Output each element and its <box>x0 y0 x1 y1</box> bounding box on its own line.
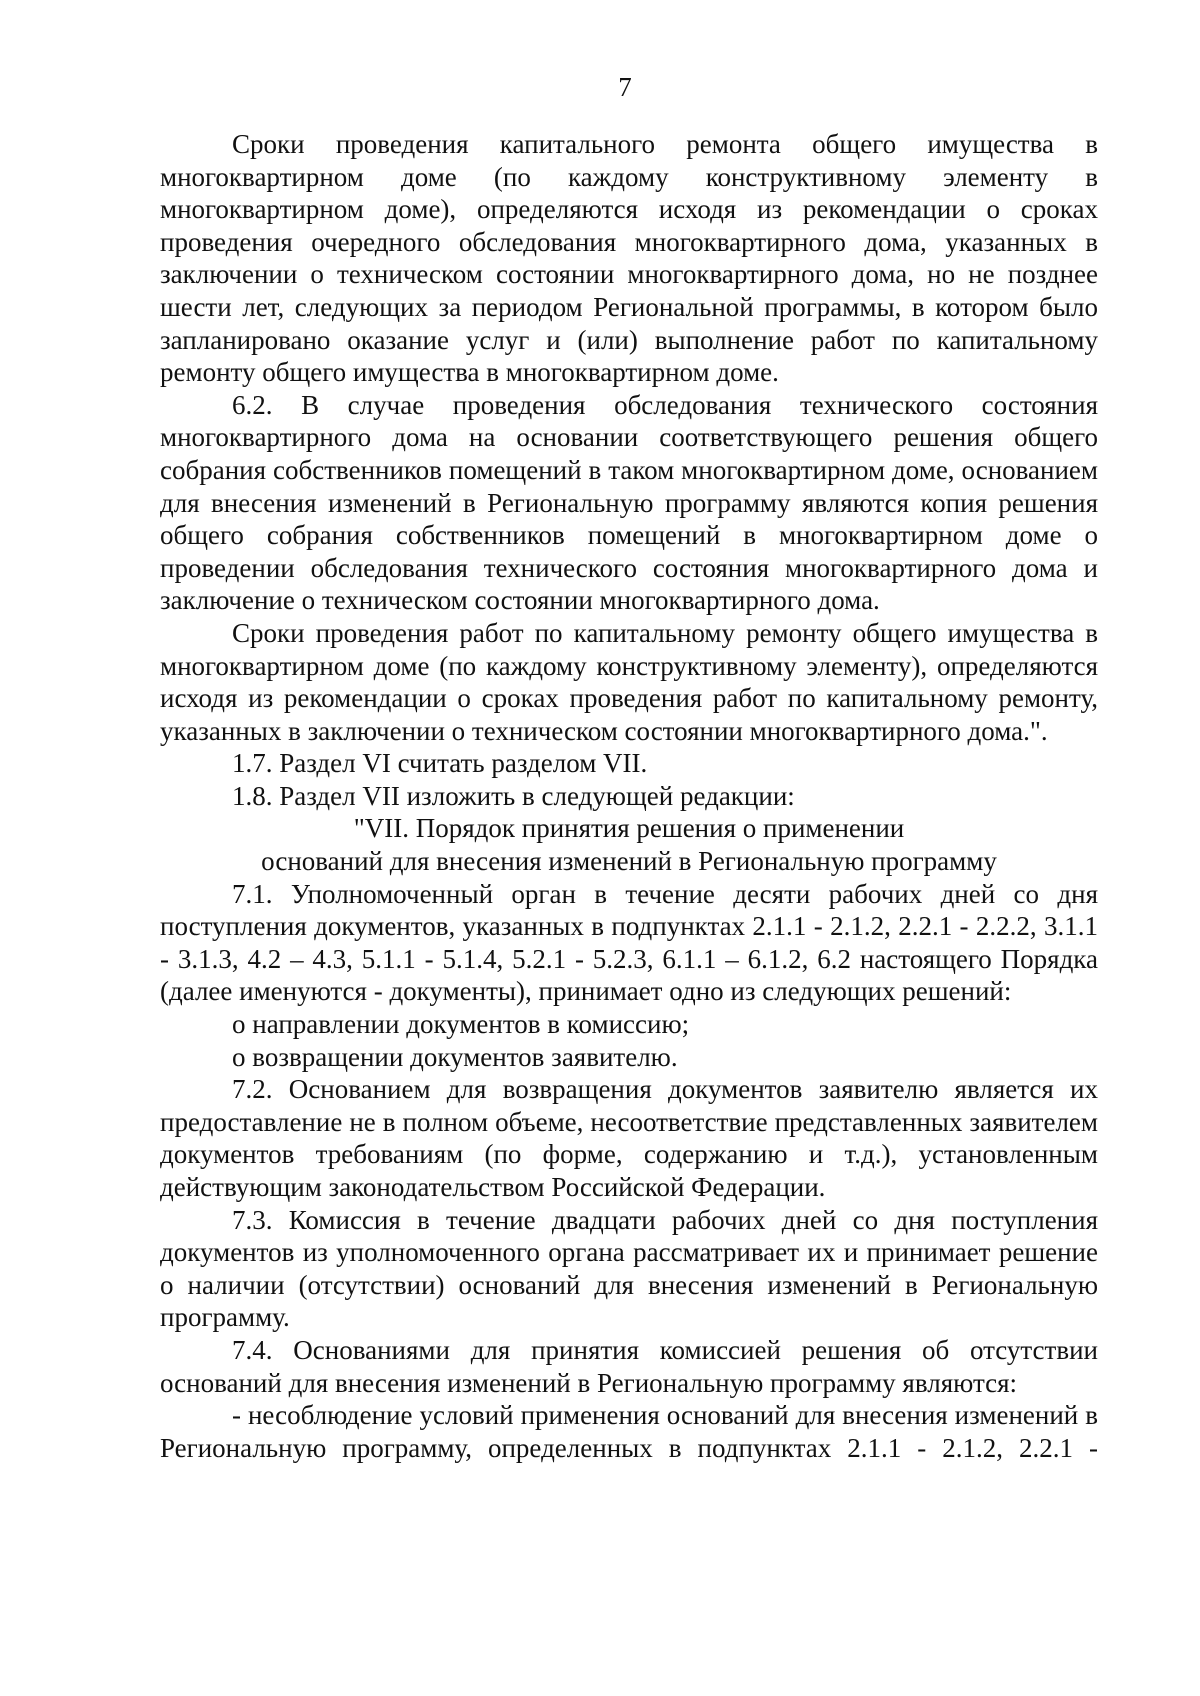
paragraph-7-4: 7.4. Основаниями для принятия комиссией решения об отсутствии оснований для внесения изменений в Региональную программу являются: <box>160 1334 1098 1398</box>
paragraph-7-3: 7.3. Комиссия в течение двадцати рабочих дней со дня поступления документов из уполномоченного органа рассматривает их и принимает решение о наличии (отсутствии) оснований для внесения изменений в Региональную программу. <box>160 1204 1098 1333</box>
paragraph-1-7: 1.7. Раздел VI считать разделом VII. <box>232 748 648 779</box>
paragraph-deadlines-works: Сроки проведения работ по капитальному ремонту общего имущества в многоквартирном доме (по каждому конструктивному элементу), определяются исходя из рекомендации о сроках проведения работ по капитальному ремонту, указанных в заключении о техническом состоянии многоквартирного дома.". <box>160 617 1098 746</box>
paragraph-decision-option-1: о направлении документов в комиссию; <box>232 1009 690 1040</box>
paragraph-1-8: 1.8. Раздел VII изложить в следующей редакции: <box>232 780 795 811</box>
paragraph-7-1: 7.1. Уполномоченный орган в течение десяти рабочих дней со дня поступления документов, указанных в подпунктах 2.1.1 - 2.1.2, 2.2.1 - 2.2.2, 3.1.1 - 3.1.3, 4.2 – 4.3, 5.1.1 - 5.1.4, 5.2.1 - 5.2.3, 6.1.1 – 6.1.2, 6.2 настоящего Порядка (далее именуются - документы), принимает одно из следующих решений: <box>160 878 1098 1007</box>
section-heading-line-2: оснований для внесения изменений в Региональную программу <box>261 846 997 877</box>
paragraph-decision-option-2: о возвращении документов заявителю. <box>232 1041 678 1072</box>
paragraph-deadlines-overhaul: Сроки проведения капитального ремонта общего имущества в многоквартирном доме (по каждому конструктивному элементу в многоквартирном доме), определяются исходя из рекомендации о сроках проведения очередного обследования многоквартирного дома, указанных в заключении о техническом состоянии многоквартирного дома, но не позднее шести лет, следующих за периодом Региональной программы, в котором было запланировано оказание услуг и (или) выполнение работ по капитальному ремонту общего имущества в многоквартирном доме. <box>160 129 1098 388</box>
paragraph-list-item-noncompliance: - несоблюдение условий применения оснований для внесения изменений в Региональную программу, определенных в подпунктах 2.1.1 - 2.1.2, 2.2.1 - <box>160 1400 1098 1463</box>
paragraph-6-2: 6.2. В случае проведения обследования технического состояния многоквартирного дома на основании соответствующего решения общего собрания собственников помещений в таком многоквартирном доме, основанием для внесения изменений в Региональную программу являются копия решения общего собрания собственников помещений в многоквартирном доме о проведении обследования технического состояния многоквартирного дома и заключение о техническом состоянии многоквартирного дома. <box>160 389 1098 616</box>
document-body <box>160 128 1098 1464</box>
paragraph-7-2: 7.2. Основанием для возвращения документов заявителю является их предоставление не в полном объеме, несоответствие представленных заявителем документов требованиям (по форме, содержанию и т.д.), установленным действующим законодательством Российской Федерации. <box>160 1074 1098 1202</box>
section-heading-line-1: "VII. Порядок принятия решения о применении <box>353 813 905 844</box>
page-number: 7 <box>618 72 632 102</box>
